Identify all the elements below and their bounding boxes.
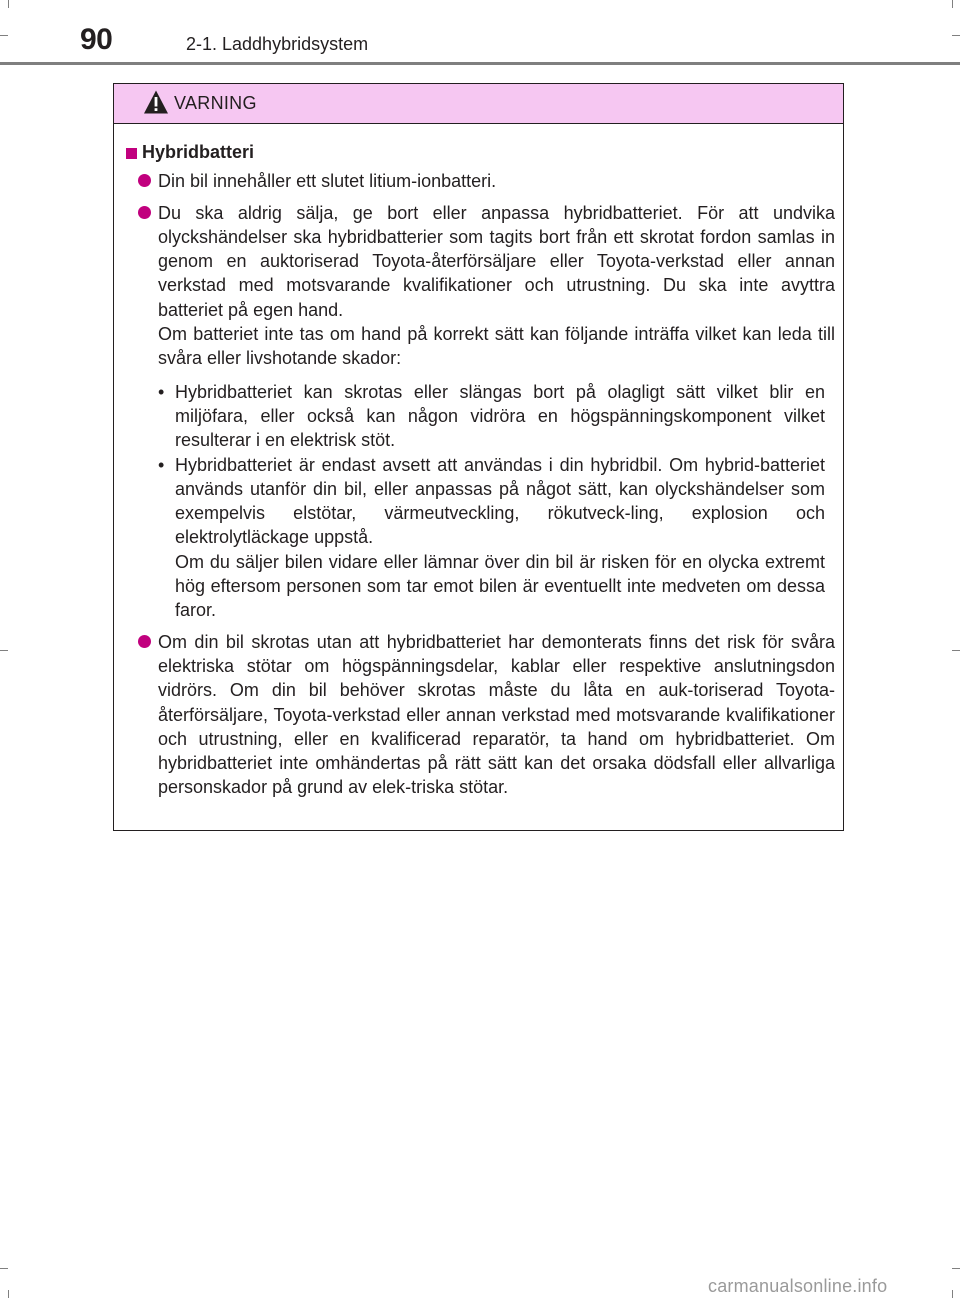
paragraph: Om du säljer bilen vidare eller lämnar över din bil är risken för en olycka extremt hög eftersom personen som tar emot bilen är eventuellt inte medveten om dessa faror. — [175, 551, 825, 621]
small-bullet-icon: • — [158, 381, 165, 402]
list-item — [138, 169, 835, 193]
square-bullet-icon — [126, 148, 137, 159]
round-bullet-icon — [138, 635, 151, 648]
small-bullet-icon: • — [158, 454, 165, 475]
warning-box — [113, 83, 844, 831]
list-item — [138, 201, 835, 623]
sub-list — [158, 380, 825, 623]
warning-title: VARNING — [174, 93, 257, 113]
paragraph: Om batteriet inte tas om hand på korrekt sätt kan följande inträffa vilket kan leda till svåra eller livshotande skador: — [158, 324, 835, 369]
crop-mark — [0, 1268, 8, 1269]
section-title: 2-1. Laddhybridsystem — [186, 34, 369, 54]
paragraph: Om din bil skrotas utan att hybridbatteriet har demonterats finns det risk för svåra elektriska stötar om högspänningsdelar, kablar eller respektive anslutningsdon vidrörs. Om din bil behöver skrotas måste du låta en auk-toriserad Toyota-återförsäljare, Toyota-verkstad eller annan verkstad med motsvarande kvalifikationer och utrustning, eller en kvalificerad reparatör, ta hand om hybridbatteriet. Om hybridbatteriet inte omhändertas på rätt sätt kan det orsaka dödsfall eller allvarliga personskador på grund av elek-triska stötar. — [158, 631, 835, 798]
paragraph: Din bil innehåller ett slutet litium-ionbatteri. — [158, 171, 497, 192]
page-header — [0, 0, 960, 64]
warning-header — [114, 84, 843, 124]
crop-mark — [952, 1290, 953, 1298]
round-bullet-icon — [138, 206, 151, 219]
list-item — [138, 630, 835, 800]
crop-mark — [952, 1268, 960, 1269]
section-heading — [126, 140, 835, 164]
paragraph: Hybridbatteriet är endast avsett att användas i din hybridbil. Om hybrid-batteriet används utanför din bil, eller anpassas på något sätt, kan olyckshändelser som exempelvis elstötar, värmeutveckling, rökutveck-ling, explosion och elektrolytläckage uppstå. — [175, 454, 825, 548]
sub-list-item — [158, 453, 825, 623]
crop-mark — [8, 1290, 9, 1298]
warning-triangle-icon — [143, 89, 169, 115]
paragraph: Du ska aldrig sälja, ge bort eller anpassa hybridbatteriet. För att undvika olyckshändelser ska hybridbatterier som tagits bort från ett skrotat fordon samlas in genom en auktoriserad Toyota-återförsäljare eller Toyota-verkstad eller annan verkstad med motsvarande kvalifikationer och utrustning. Du ska inte avyttra batteriet på egen hand. — [158, 202, 835, 320]
sub-list-item — [158, 380, 825, 453]
round-bullet-icon — [138, 174, 151, 187]
section-heading-text: Hybridbatteri — [142, 142, 255, 162]
crop-mark — [952, 650, 960, 651]
header-rule — [0, 62, 960, 65]
crop-mark — [0, 650, 8, 651]
paragraph: Hybridbatteriet kan skrotas eller slängas bort på olagligt sätt vilket blir en miljöfara, eller också kan någon vidröra en högspänningskomponent vilket resulterar i en elektrisk stöt. — [175, 381, 825, 451]
warning-body — [114, 124, 843, 800]
page-number: 90 — [80, 23, 113, 56]
watermark: carmanualsonline.info — [708, 1276, 888, 1296]
